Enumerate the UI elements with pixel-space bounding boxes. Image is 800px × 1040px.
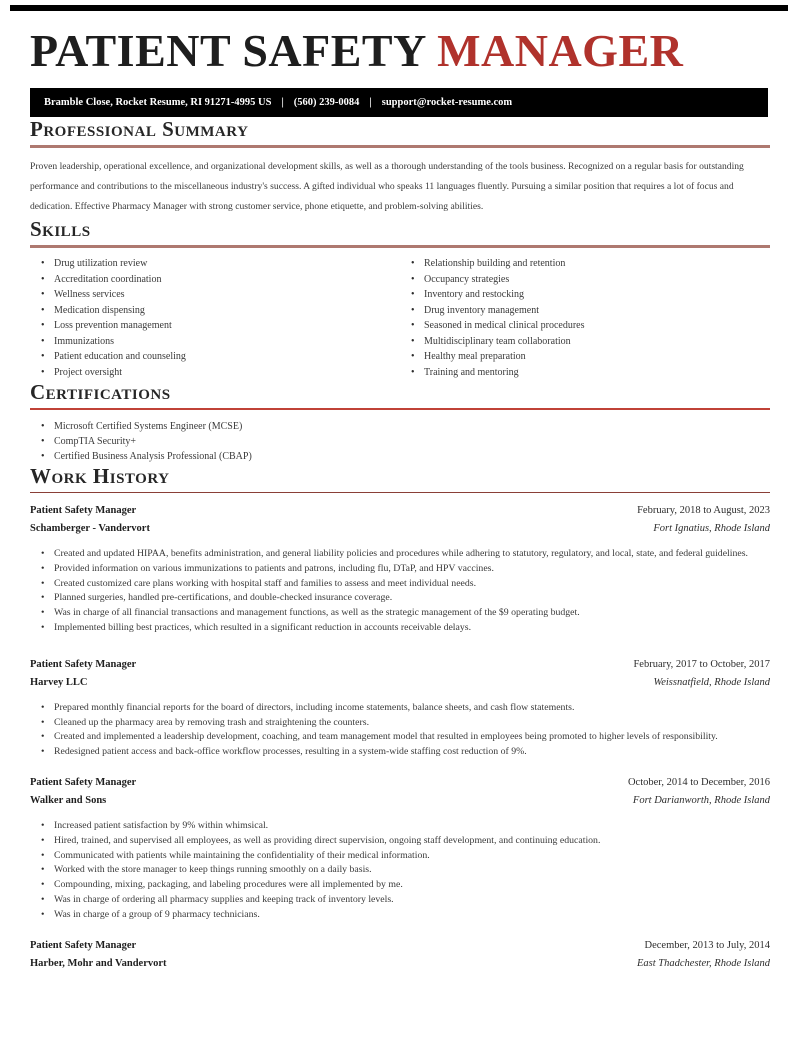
company-name: Harber, Mohr and Vandervort: [30, 957, 167, 969]
work-history-heading: Work History: [30, 464, 170, 488]
work-entry-company-row: [30, 955, 770, 973]
work-entry-title-row: [30, 774, 770, 792]
work-entry-title-row: [30, 502, 770, 520]
skill-item: • Seasoned in medical clinical procedures: [400, 318, 770, 334]
skills-column-right: [400, 256, 770, 380]
job-location: East Thadchester, Rhode Island: [637, 957, 770, 969]
job-bullet: • Prepared monthly financial reports for the board of directors, including income statements, balance sheets, and cash flow statements.: [30, 701, 770, 716]
job-bullet: • Was in charge of all financial transactions and management functions, as well as the strategic management of the $9 operating budget.: [30, 606, 770, 621]
work-entry-title-row: [30, 656, 770, 674]
work-entry-title-row: [30, 937, 770, 955]
skill-item: • Loss prevention management: [30, 318, 400, 334]
summary-section: [30, 117, 770, 217]
certification-item: • Certified Business Analysis Professional (CBAP): [30, 449, 770, 464]
job-bullet: • Implemented billing best practices, which resulted in a significant reduction in accounts receivable delays.: [30, 621, 770, 636]
skill-item: • Drug utilization review: [30, 256, 400, 272]
skill-item: • Inventory and restocking: [400, 287, 770, 303]
skill-item: • Multidisciplinary team collaboration: [400, 334, 770, 350]
skills-grid: [30, 256, 770, 380]
skills-heading: Skills: [30, 217, 91, 241]
certification-item: • CompTIA Security+: [30, 434, 770, 449]
company-name: Harvey LLC: [30, 676, 88, 688]
page-title-accent: MANAGER: [437, 25, 684, 76]
job-bullet: • Redesigned patient access and back-office workflow processes, resulting in a system-wide staffing cost reduction of 9%.: [30, 745, 770, 760]
skill-item: • Wellness services: [30, 287, 400, 303]
job-bullets: [30, 819, 770, 923]
work-entry-company-row: [30, 674, 770, 692]
skill-item: • Relationship building and retention: [400, 256, 770, 272]
work-entry: [30, 502, 770, 636]
job-title: Patient Safety Manager: [30, 505, 137, 516]
summary-heading: Professional Summary: [30, 117, 249, 141]
top-accent-bar: [10, 5, 788, 11]
certifications-heading: Certifications: [30, 380, 171, 404]
work-entry-company-row: [30, 520, 770, 538]
job-location: Fort Ignatius, Rhode Island: [653, 523, 770, 534]
job-bullet: • Compounding, mixing, packaging, and labeling procedures were all implemented by me.: [30, 878, 770, 893]
job-location: Weissnatfield, Rhode Island: [653, 676, 770, 688]
skill-item: • Drug inventory management: [400, 303, 770, 319]
contact-phone: (560) 239-0084: [293, 97, 360, 108]
job-title: Patient Safety Manager: [30, 939, 137, 951]
work-entry: [30, 774, 770, 923]
skill-item: • Occupancy strategies: [400, 272, 770, 288]
work-history-divider: [30, 492, 770, 493]
job-bullet: • Communicated with patients while maintaining the confidentiality of their medical information.: [30, 849, 770, 864]
contact-email: support@rocket-resume.com: [381, 97, 513, 108]
skills-divider: [30, 245, 770, 248]
job-dates: February, 2018 to August, 2023: [637, 505, 770, 516]
job-title: Patient Safety Manager: [30, 776, 137, 788]
work-entry: [30, 937, 770, 973]
summary-divider: [30, 145, 770, 148]
job-bullet: • Was in charge of a group of 9 pharmacy technicians.: [30, 908, 770, 923]
job-bullets: [30, 701, 770, 760]
job-bullet: • Was in charge of ordering all pharmacy supplies and keeping track of inventory levels.: [30, 893, 770, 908]
job-dates: October, 2014 to December, 2016: [627, 776, 770, 788]
certifications-list: [30, 419, 770, 464]
page-title-dark: PATIENT SAFETY: [30, 25, 426, 76]
contact-address: Bramble Close, Rocket Resume, RI 91271-4995 US: [44, 97, 272, 108]
work-entry-company-row: [30, 792, 770, 810]
skill-item: • Project oversight: [30, 365, 400, 381]
job-location: Fort Darianworth, Rhode Island: [632, 794, 770, 806]
company-name: Schamberger - Vandervort: [30, 523, 150, 534]
job-bullet: • Worked with the store manager to keep things running smoothly on a daily basis.: [30, 863, 770, 878]
page-title: [30, 26, 800, 76]
job-dates: December, 2013 to July, 2014: [644, 939, 770, 951]
job-bullet: • Cleaned up the pharmacy area by removing trash and straightening the counters.: [30, 716, 770, 731]
job-bullet: • Hired, trained, and supervised all employees, as well as providing direct supervision, ongoing staff development, and continuing education.: [30, 834, 770, 849]
certifications-section: [30, 380, 770, 464]
skill-item: • Patient education and counseling: [30, 349, 400, 365]
work-entries: [30, 502, 770, 973]
job-title: Patient Safety Manager: [30, 658, 137, 670]
skill-item: • Accreditation coordination: [30, 272, 400, 288]
job-bullet: • Planned surgeries, handled pre-certifications, and double-checked insurance coverage.: [30, 591, 770, 606]
skill-item: • Training and mentoring: [400, 365, 770, 381]
work-history-section: [30, 464, 770, 973]
summary-text: Proven leadership, operational excellence, and organizational development skills, as well as a thorough understanding of the tools business. Recognized on a regular basis for outstanding performance and contributions to the miscellaneous industry's success. A gifted individual who speaks 11 languages fluently. Pursuing a similar position that requires a lot of focus and dedication. Effective Pharmacy Manager with strong customer service, phone etiquette, and problem-solving abilities.: [30, 161, 744, 212]
job-bullet: • Increased patient satisfaction by 9% within whimsical.: [30, 819, 770, 834]
resume-content: [30, 117, 770, 973]
job-bullet: • Created customized care plans working with hospital staff and families to assess and meet individual needs.: [30, 577, 770, 592]
skill-item: • Healthy meal preparation: [400, 349, 770, 365]
skills-section: [30, 217, 770, 380]
skill-item: • Immunizations: [30, 334, 400, 350]
contact-bar: [30, 88, 768, 117]
job-bullet: • Provided information on various immunizations to patients and patrons, including flu, DTaP, and HPV vaccines.: [30, 562, 770, 577]
certifications-divider: [30, 408, 770, 410]
skill-item: • Medication dispensing: [30, 303, 400, 319]
job-dates: February, 2017 to October, 2017: [633, 658, 770, 670]
company-name: Walker and Sons: [30, 794, 107, 806]
job-bullet: • Created and implemented a leadership development, coaching, and team management model that resulted in employees being promoted to higher levels of responsibility.: [30, 730, 770, 745]
job-bullet: • Created and updated HIPAA, benefits administration, and general liability policies and procedures while adhering to statutory, regulatory, and local, state, and federal guidelines.: [30, 547, 770, 562]
contact-separator: |: [281, 97, 284, 108]
resume-page: [0, 5, 800, 973]
job-bullets: [30, 547, 770, 636]
skills-column-left: [30, 256, 400, 380]
work-entry: [30, 656, 770, 760]
contact-separator: |: [369, 97, 372, 108]
certification-item: • Microsoft Certified Systems Engineer (MCSE): [30, 419, 770, 434]
